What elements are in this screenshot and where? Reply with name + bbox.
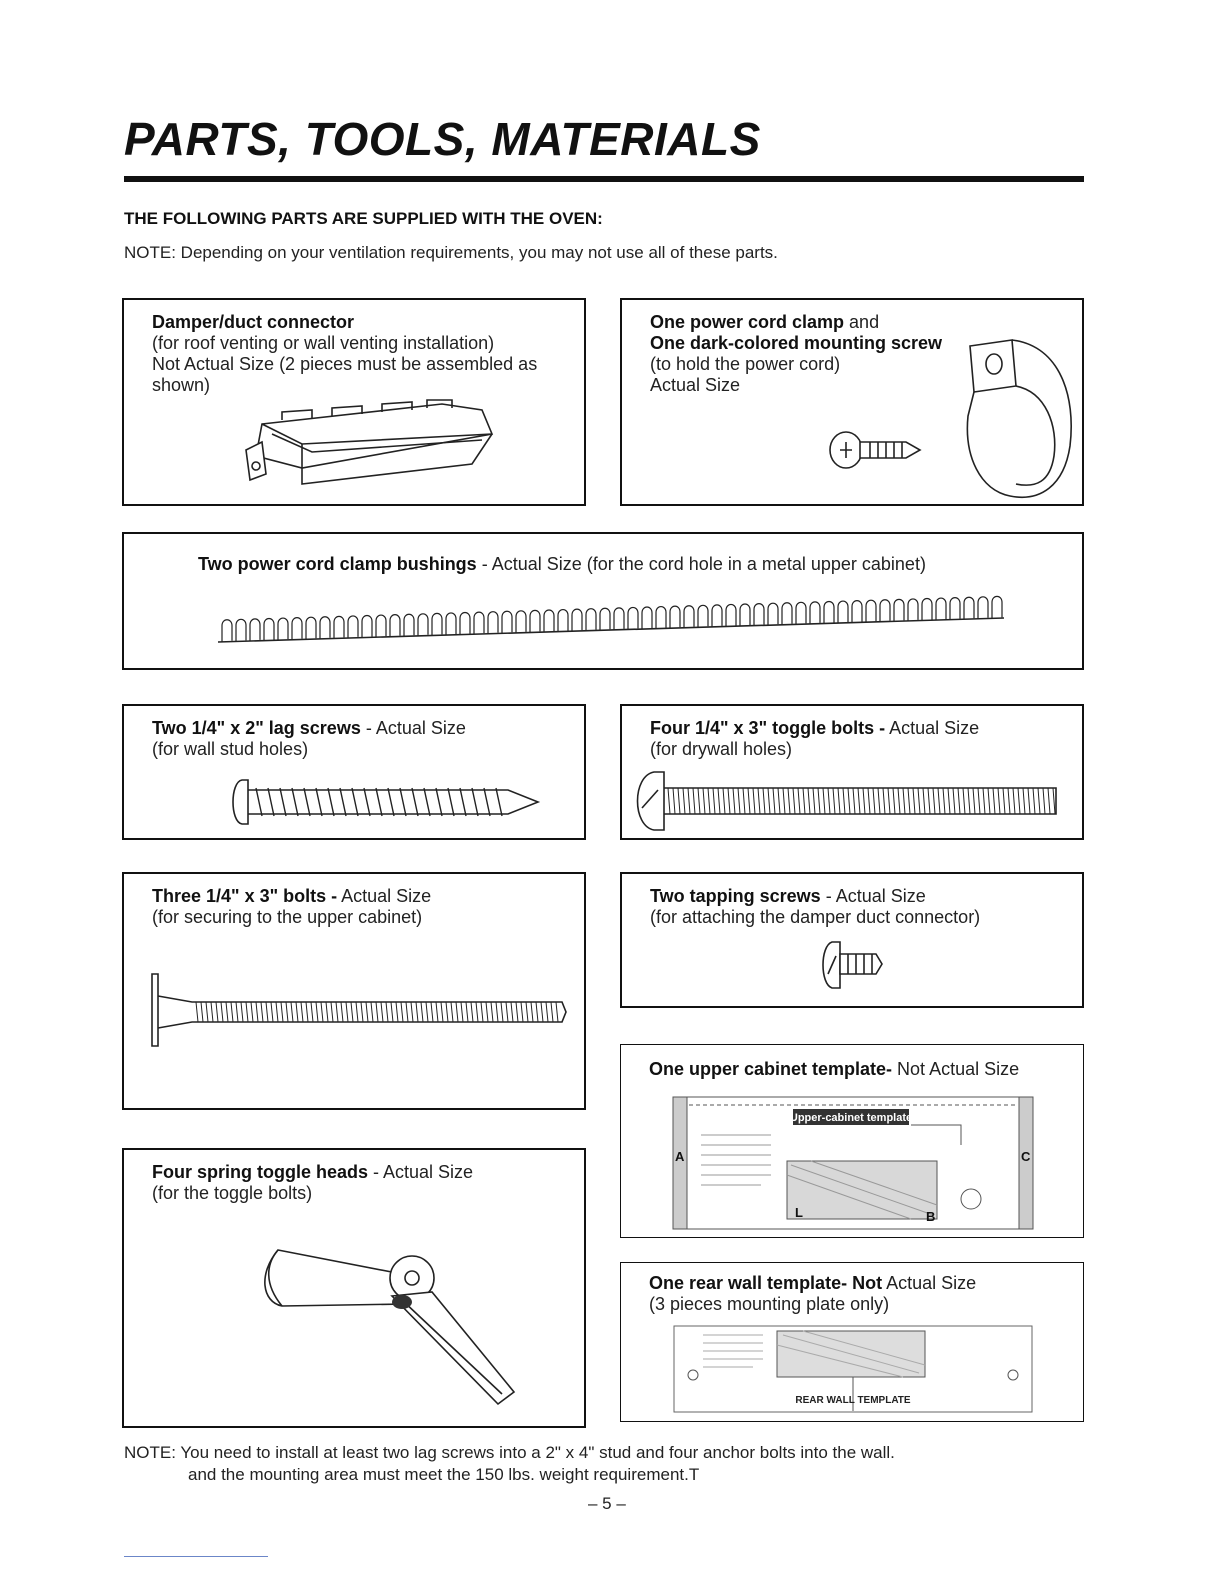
part-spring-toggle-heads (122, 1148, 586, 1428)
part-damper-connector (122, 298, 586, 506)
part-desc: Actual Size (650, 375, 741, 395)
template-mark-l: L (795, 1205, 803, 1220)
part-text (650, 886, 980, 928)
part-name: Three 1/4" x 3" bolts - (152, 886, 338, 906)
part-tapping-screws (620, 872, 1084, 1008)
part-name: One dark-colored mounting screw (650, 333, 943, 353)
part-text (152, 1162, 473, 1204)
part-desc: (for drywall holes) (650, 739, 793, 759)
damper-connector-icon (242, 394, 502, 494)
part-desc: (for securing to the upper cabinet) (152, 907, 423, 927)
part-desc: Actual Size (885, 718, 980, 738)
part-name: Four spring toggle heads (152, 1162, 369, 1182)
part-name: Four 1/4" x 3" toggle bolts - (650, 718, 886, 738)
part-desc: - Actual Size (360, 718, 466, 738)
part-text (649, 1059, 1019, 1080)
footnote-line: NOTE: You need to install at least two lag screws into a 2" x 4" stud and four anchor bolts into the wall. (124, 1443, 895, 1462)
template-mark-c: C (1021, 1149, 1031, 1164)
part-text (650, 718, 979, 760)
part-text (152, 886, 431, 928)
part-desc: and (844, 312, 880, 332)
cabinet-template-icon (671, 1095, 1035, 1235)
part-desc: Not Actual Size (892, 1059, 1020, 1079)
part-name: Two 1/4" x 2" lag screws (152, 718, 361, 738)
part-desc: (3 pieces mounting plate only) (649, 1294, 890, 1314)
part-text (152, 718, 466, 760)
cord-clamp-icon (950, 336, 1080, 506)
mounting-screw-icon (826, 430, 926, 470)
template-mark-a: A (675, 1149, 685, 1164)
bushing-strip-icon (214, 592, 1014, 652)
spring-toggle-head-icon (252, 1244, 522, 1414)
page-number: – 5 – (588, 1494, 626, 1513)
part-text (152, 312, 537, 396)
part-desc: - Actual Size (for the cord hole in a metal upper cabinet) (476, 554, 926, 574)
part-lag-screws (122, 704, 586, 840)
part-text (198, 554, 926, 575)
part-name: One upper cabinet template- (649, 1059, 893, 1079)
ventilation-note: NOTE: Depending on your ventilation requirements, you may not use all of these parts. (124, 243, 778, 262)
part-cabinet-bolts (122, 872, 586, 1110)
page-title: PARTS, TOOLS, MATERIALS (124, 113, 761, 165)
cabinet-bolt-icon (148, 972, 568, 1052)
part-desc: Actual Size (337, 886, 432, 906)
part-text (650, 312, 942, 396)
part-desc: - Actual Size (820, 886, 926, 906)
part-name: One rear wall template- Not (649, 1273, 883, 1293)
part-desc: - Actual Size (368, 1162, 474, 1182)
part-toggle-bolts (620, 704, 1084, 840)
part-name: One power cord clamp (650, 312, 845, 332)
toggle-bolt-icon (624, 768, 1064, 834)
title-rule (124, 176, 1084, 182)
footnote (124, 1442, 895, 1486)
part-text (649, 1273, 976, 1315)
rear-wall-template-icon (673, 1325, 1033, 1415)
part-rear-wall-template (620, 1262, 1084, 1422)
part-desc: (for attaching the damper duct connector) (650, 907, 981, 927)
rear-template-label: REAR WALL TEMPLATE (795, 1395, 911, 1406)
template-mark-b: B (926, 1209, 936, 1224)
part-desc: shown) (152, 375, 211, 395)
lag-screw-icon (228, 772, 548, 832)
footer-line (124, 1556, 268, 1557)
part-desc: (for wall stud holes) (152, 739, 309, 759)
part-name: Two power cord clamp bushings (198, 554, 477, 574)
part-desc: (for the toggle bolts) (152, 1183, 313, 1203)
template-label: Upper-cabinet template (789, 1112, 913, 1124)
tapping-screw-icon (818, 938, 888, 992)
part-name: Two tapping screws (650, 886, 821, 906)
part-desc: Not Actual Size (2 pieces must be assembled as (152, 354, 538, 374)
footnote-line: and the mounting area must meet the 150 lbs. weight requirement.T (188, 1465, 700, 1484)
part-clamp-bushings (122, 532, 1084, 670)
part-name: Damper/duct connector (152, 312, 355, 332)
part-cabinet-template (620, 1044, 1084, 1238)
part-desc: (for roof venting or wall venting installation) (152, 333, 495, 353)
part-cord-clamp (620, 298, 1084, 506)
section-heading: THE FOLLOWING PARTS ARE SUPPLIED WITH THE OVEN: (124, 209, 603, 228)
part-desc: Actual Size (882, 1273, 977, 1293)
part-desc: (to hold the power cord) (650, 354, 841, 374)
